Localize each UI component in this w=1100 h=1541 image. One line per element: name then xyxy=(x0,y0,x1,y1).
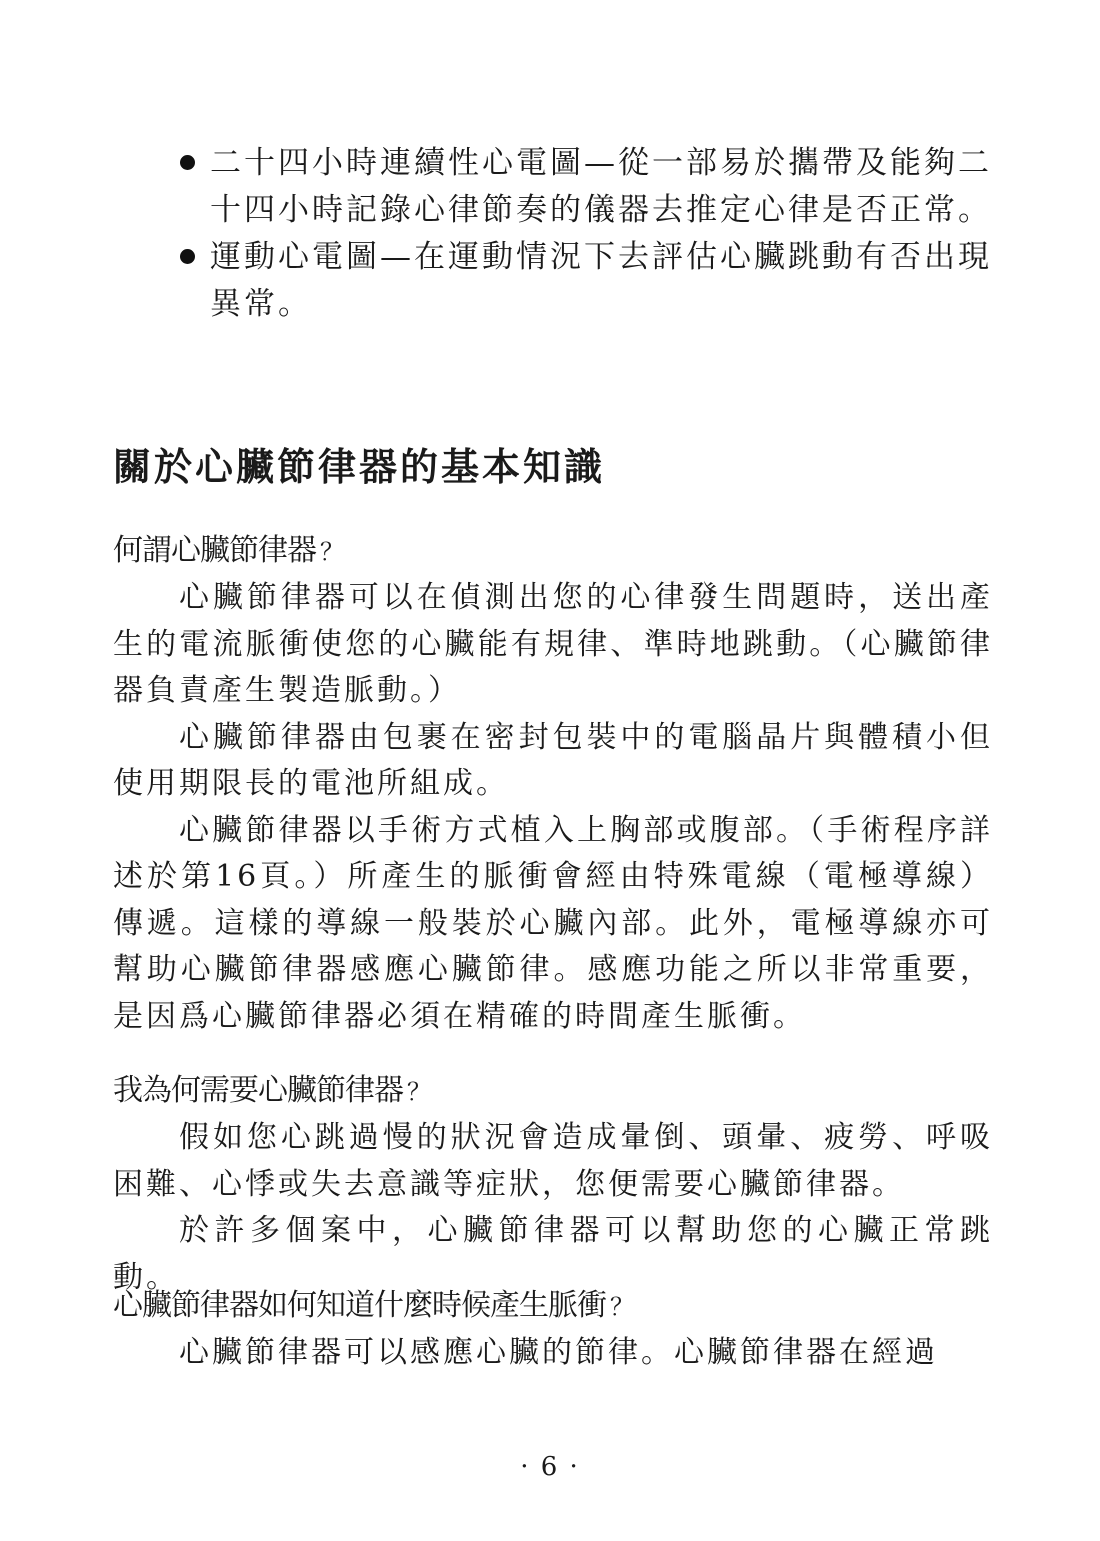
section-title: 關於心臟節律器的基本知識 xyxy=(113,444,606,489)
page-number: · 6 · xyxy=(520,1452,580,1482)
paragraph: 心臟節律器可以在偵測出您的心律發生問題時，送出產生的電流脈衝使您的心臟能有規律、準時地跳動。（心臟節律器負責產生製造脈動。） xyxy=(113,580,993,708)
bullet-item xyxy=(176,140,996,234)
question-heading xyxy=(113,1283,993,1330)
question-heading xyxy=(113,1068,993,1115)
question-mark: ？ xyxy=(407,1078,430,1106)
question-mark: ？ xyxy=(610,1293,633,1321)
heading-text: 我為何需要心臟節律器 xyxy=(113,1073,403,1108)
bullet-text: 運動心電圖—在運動情況下去評估心臟跳動有否出現異常。 xyxy=(210,239,992,322)
question-heading xyxy=(113,528,993,575)
bullet-text: 二十四小時連續性心電圖—從一部易於攜帶及能夠二十四小時記錄心律節奏的儀器去推定心律是否正常。 xyxy=(210,145,992,228)
bullet-dot-icon xyxy=(180,155,195,170)
paragraph: 假如您心跳過慢的狀況會造成暈倒、頭暈、疲勞、呼吸困難、心悸或失去意識等症狀，您便需要心臟節律器。 xyxy=(113,1120,993,1202)
paragraph: 於許多個案中，心臟節律器可以幫助您的心臟正常跳動。 xyxy=(113,1213,993,1295)
bullet-list xyxy=(176,140,996,328)
bullet-item xyxy=(176,234,996,328)
paragraph: 心臟節律器可以感應心臟的節律。心臟節律器在經過 xyxy=(179,1335,938,1370)
qa-section xyxy=(113,1283,993,1377)
question-mark: ？ xyxy=(320,538,343,566)
paragraph: 心臟節律器由包裹在密封包裝中的電腦晶片與體積小但使用期限長的電池所組成。 xyxy=(113,719,993,801)
qa-section xyxy=(113,1068,993,1301)
paragraph: 心臟節律器以手術方式植入上胸部或腹部。（手術程序詳述於第16頁。）所產生的脈衝會經由特殊電線（電極導線）傳遞。這樣的導線一般裝於心臟內部。此外，電極導線亦可幫助心臟節律器感應心臟節律。感應功能之所以非常重要，是因爲心臟節律器必須在精確的時間產生脈衝。 xyxy=(113,812,993,1034)
qa-section xyxy=(113,528,993,1040)
bullet-dot-icon xyxy=(180,249,195,264)
heading-text: 心臟節律器如何知道什麼時候產生脈衝 xyxy=(113,1288,606,1323)
heading-text: 何謂心臟節律器 xyxy=(113,533,316,568)
